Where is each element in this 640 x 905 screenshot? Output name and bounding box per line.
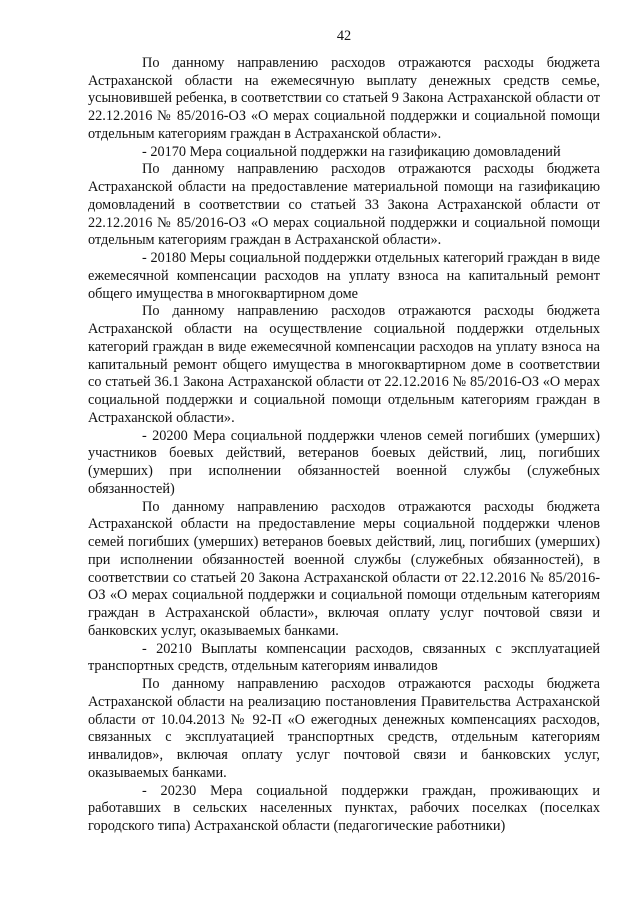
paragraph-body-20170: По данному направлению расходов отражаются расходы бюджета Астраханской области на предоставление материальной помощи на газификацию домовладений в соответствии со статьей 33 Закона Астраханской области от 22.12.2016 № 85/2016-ОЗ «О мерах социальной поддержки и социальной помощи отдельным категориям граждан в Астраханской области». (88, 161, 600, 249)
paragraph-heading-20200: - 20200 Мера социальной поддержки членов семей погибших (умерших) участников боевых действий, ветеранов боевых действий, лиц, погибших (умерших) при исполнении обязанностей военной службы (служебных обязанностей) (88, 427, 600, 497)
paragraph-body-20210: По данному направлению расходов отражаются расходы бюджета Астраханской области на реализацию постановления Правительства Астраханской области от 10.04.2013 № 92-П «О ежегодных денежных компенсациях расходов, связанных с эксплуатацией транспортных средств, отдельным категориям инвалидов», включая оплату услуг почтовой связи и банковских услуг, оказываемых банками. (88, 676, 600, 781)
paragraph-heading-20230: - 20230 Мера социальной поддержки граждан, проживающих и работавших в сельских населенных пунктах, рабочих поселках (поселках городского типа) Астраханской области (педагогические работники) (88, 782, 600, 834)
paragraph-body-20200: По данному направлению расходов отражаются расходы бюджета Астраханской области на предоставление меры социальной поддержки членов семей погибших (умерших) ветеранов боевых действий, лиц, погибших (умерших) при исполнении обязанностей военной службы (служебных обязанностей), в соответствии со статьей 20 Закона Астраханской области от 22.12.2016 № 85/2016-ОЗ «О мерах социальной поддержки и социальной помощи отдельным категориям граждан в Астраханской области», включая оплату услуг почтовой связи и банковских услуг, оказываемых банками. (88, 498, 600, 639)
paragraph-body-20180: По данному направлению расходов отражаются расходы бюджета Астраханской области на осуществление социальной поддержки отдельных категорий граждан в виде ежемесячной компенсации расходов на уплату взноса на капитальный ремонт общего имущества в многоквартирном доме в соответствии со статьей 36.1 Закона Астраханской области от 22.12.2016 № 85/2016-ОЗ «О мерах социальной поддержки и социальной помощи отдельным категориям граждан в Астраханской области». (88, 303, 600, 426)
paragraph-body-20160: По данному направлению расходов отражаются расходы бюджета Астраханской области на ежемесячную выплату денежных средств семье, усыновившей ребенка, в соответствии со статьей 9 Закона Астраханской области от 22.12.2016 № 85/2016-ОЗ «О мерах социальной поддержки и социальной помощи отдельным категориям граждан в Астраханской области». (88, 54, 600, 142)
paragraph-heading-20210: - 20210 Выплаты компенсации расходов, связанных с эксплуатацией транспортных средств, отдельным категориям инвалидов (88, 640, 600, 675)
paragraph-heading-20170: - 20170 Мера социальной поддержки на газификацию домовладений (142, 143, 561, 160)
paragraph-heading-20180: - 20180 Меры социальной поддержки отдельных категорий граждан в виде ежемесячной компенсации расходов на уплату взноса на капитальный ремонт общего имущества в многоквартирном доме (88, 250, 600, 302)
page-number: 42 (336, 28, 352, 44)
